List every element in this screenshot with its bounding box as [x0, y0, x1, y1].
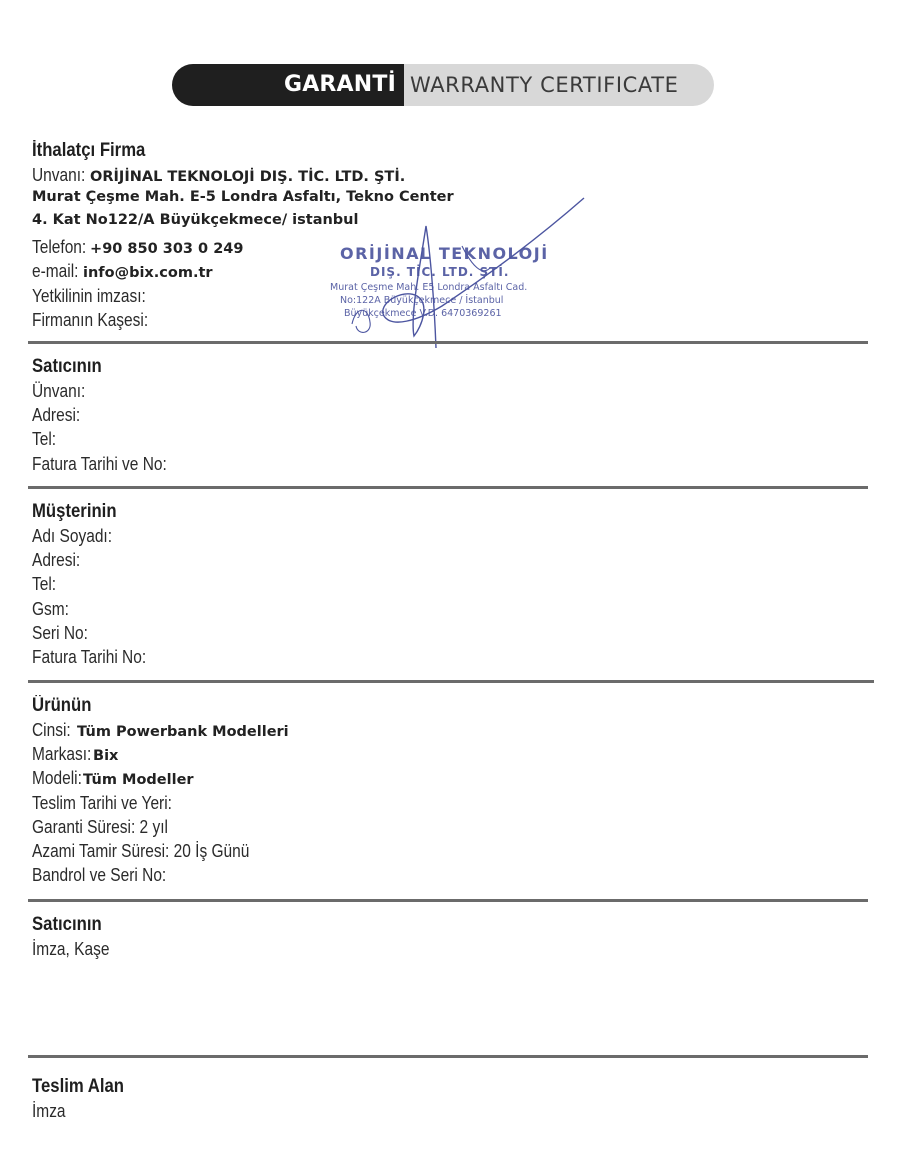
customer-field-row: [32, 572, 165, 596]
importer-email-value: info@bix.com.tr: [83, 265, 213, 282]
product-type-row: [32, 718, 289, 742]
seller-address-label: Adresi:: [32, 405, 81, 426]
product-band-label: Bandrol ve Seri No:: [32, 865, 167, 886]
product-brand-label: Markası:: [32, 744, 92, 765]
importer-address-line1: Murat Çeşme Mah. E-5 Londra Asfaltı, Tekno Center: [32, 189, 454, 206]
title-banner: [172, 64, 714, 139]
product-type-value: Tüm Powerbank Modelleri: [77, 724, 289, 740]
product-field-row: [32, 863, 289, 887]
product-delivery-label: Teslim Tarihi ve Yeri:: [32, 792, 172, 813]
customer-gsm-label: Gsm:: [32, 598, 69, 619]
importer-title-row: [32, 163, 454, 187]
importer-address-line2: 4. Kat No122/A Büyükçekmece/ istanbul: [32, 212, 359, 229]
seller-heading: Satıcının: [32, 356, 102, 377]
seller-sign-section: [32, 913, 122, 961]
product-field-row: [32, 791, 289, 815]
customer-phone-label: Tel:: [32, 574, 57, 595]
banner-title-tr: GARANTİ BELGESİ: [172, 64, 404, 106]
importer-title-value: ORİJİNAL TEKNOLOJİ DIŞ. TİC. LTD. ŞTİ.: [90, 169, 406, 185]
divider-5: [28, 1055, 868, 1058]
product-repair-label: Azami Tamir Süresi: 20 İş Günü: [32, 840, 250, 861]
customer-serial-label: Seri No:: [32, 622, 88, 643]
customer-address-label: Adresi:: [32, 550, 81, 571]
stamp-address-line2: No:122A Büyükçekmece / İstanbul: [340, 295, 504, 306]
seller-section: [32, 355, 189, 476]
importer-title-label: Unvanı:: [32, 165, 86, 185]
customer-field-row: [32, 524, 165, 548]
product-brand-value: Bix: [93, 748, 119, 765]
product-model-row: [32, 766, 289, 790]
stamp-company-type: DIŞ. TİC. LTD. ŞTİ.: [370, 265, 510, 279]
customer-heading: Müşterinin: [32, 501, 117, 522]
seller-field-row: [32, 452, 189, 476]
seller-invoice-label: Fatura Tarihi ve No:: [32, 453, 167, 474]
receiver-sign-label: İmza: [32, 1101, 66, 1121]
divider-4: [28, 899, 868, 902]
product-brand-row: [32, 742, 289, 766]
banner-title-en: WARRANTY CERTIFICATE: [410, 73, 679, 97]
product-section: [32, 694, 289, 887]
seller-name-label: Ünvanı:: [32, 381, 86, 401]
product-field-row: [32, 815, 289, 839]
importer-email-label: e-mail:: [32, 261, 79, 282]
product-model-value: Tüm Modeller: [83, 772, 194, 789]
product-heading: Ürünün: [32, 695, 92, 716]
stamp-address-line1: Murat Çeşme Mah. E5 Londra Asfaltı Cad.: [330, 282, 528, 293]
importer-phone-value: +90 850 303 0 249: [90, 241, 244, 258]
customer-field-row: [32, 621, 165, 645]
seller-field-row: [32, 379, 189, 403]
customer-invoice-label: Fatura Tarihi No:: [32, 646, 147, 667]
divider-1: [28, 341, 868, 344]
customer-section: [32, 500, 165, 669]
stamp-tax-office: Büyükçekmece V.D. 6470369261: [344, 308, 502, 319]
seller-phone-label: Tel:: [32, 429, 57, 450]
customer-field-row: [32, 645, 165, 669]
importer-stamp-label: Firmanın Kaşesi:: [32, 309, 149, 330]
importer-signature-label: Yetkilinin imzası:: [32, 285, 146, 306]
seller-sign-heading: Satıcının: [32, 914, 102, 935]
receiver-heading: Teslim Alan: [32, 1076, 124, 1097]
receiver-section: [32, 1075, 137, 1123]
importer-phone-label: Telefon:: [32, 237, 87, 258]
seller-field-row: [32, 427, 189, 451]
product-type-label: Cinsi:: [32, 720, 71, 740]
customer-name-label: Adı Soyadı:: [32, 526, 113, 546]
seller-sign-row: [32, 937, 122, 961]
product-warranty-label: Garanti Süresi: 2 yıl: [32, 816, 168, 837]
product-model-label: Modeli:: [32, 768, 82, 789]
importer-heading: İthalatçı Firma: [32, 140, 146, 161]
product-field-row: [32, 839, 289, 863]
handwritten-signature: [322, 196, 592, 356]
divider-3: [28, 680, 874, 683]
customer-field-row: [32, 597, 165, 621]
customer-field-row: [32, 548, 165, 572]
receiver-sign-row: [32, 1099, 137, 1123]
seller-sign-label: İmza, Kaşe: [32, 939, 110, 959]
seller-field-row: [32, 403, 189, 427]
divider-2: [28, 486, 868, 489]
stamp-company-name: ORİJİNAL TEKNOLOJİ: [340, 244, 549, 263]
